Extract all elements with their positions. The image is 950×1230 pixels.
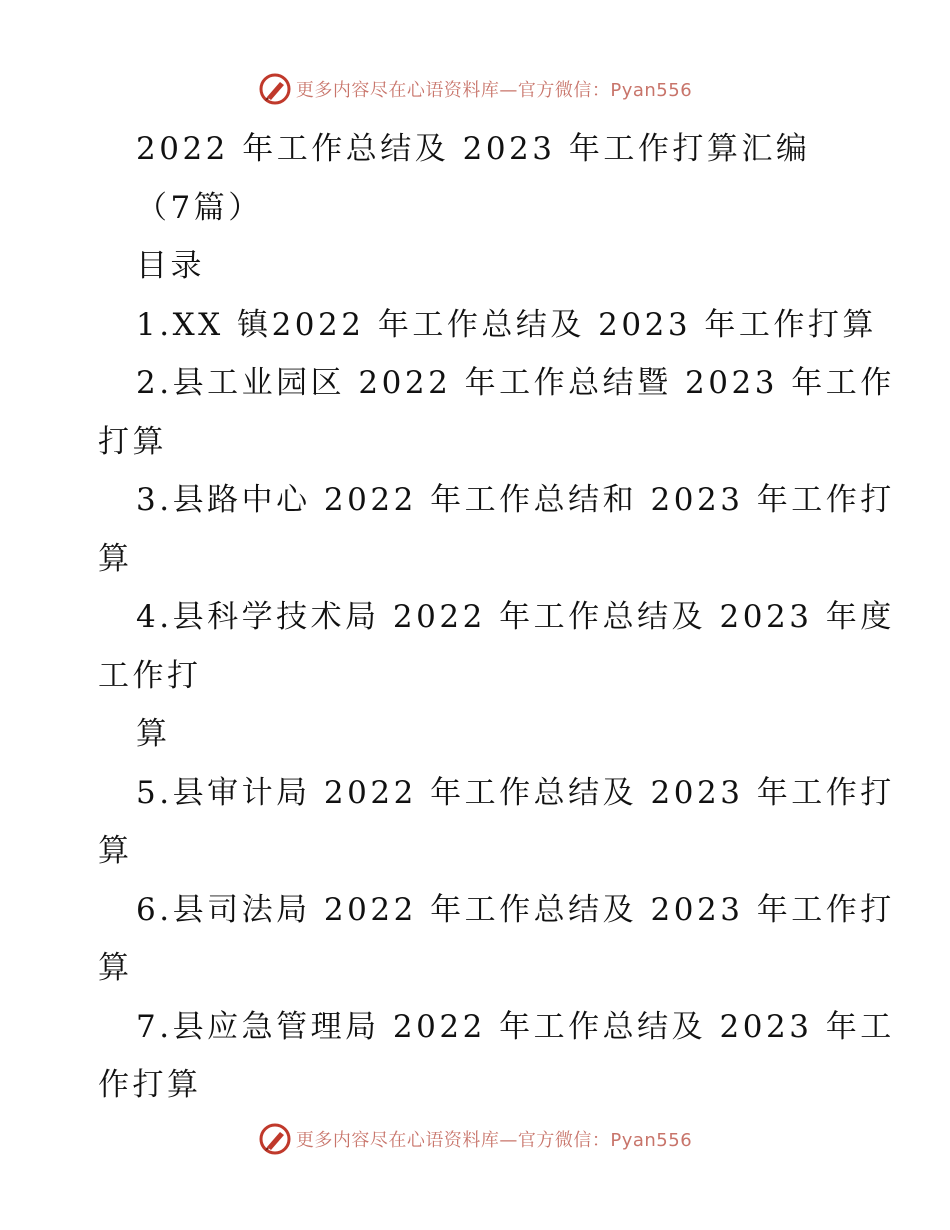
toc-item-5: 5.县审计局 2022 年工作总结及 2023 年工作打 <box>136 774 895 811</box>
toc-item-4: 4.县科学技术局 2022 年工作总结及 2023 年度 <box>136 599 895 635</box>
toc-item-4-cont-2: 算 <box>136 716 171 752</box>
toc-item-1: 1.XX 镇2022 年工作总结及 2023 年工作打算 <box>136 306 877 343</box>
watermark-text: 更多内容尽在心语资料库—官方微信：Pyan556 <box>295 80 693 101</box>
header-watermark <box>0 72 950 106</box>
toc-item-2: 2.县工业园区 2022 年工作总结暨 2023 年工作 <box>136 365 895 401</box>
toc-item-3: 3.县路中心 2022 年工作总结和 2023 年工作打 <box>136 482 895 518</box>
toc-item-7: 7.县应急管理局 2022 年工作总结及 2023 年工 <box>136 1008 895 1045</box>
toc-item-3-cont: 算 <box>98 540 133 577</box>
toc-item-5-cont: 算 <box>98 833 133 869</box>
doc-title-line-2: （7篇） <box>136 189 263 226</box>
toc-item-2-cont: 打算 <box>98 423 167 460</box>
pen-logo-icon <box>258 72 292 106</box>
watermark-text: 更多内容尽在心语资料库—官方微信：Pyan556 <box>295 1130 693 1151</box>
toc-item-6: 6.县司法局 2022 年工作总结及 2023 年工作打 <box>136 891 895 928</box>
toc-item-6-cont: 算 <box>98 950 133 986</box>
pen-logo-icon <box>258 1122 292 1156</box>
doc-title-line-1: 2022 年工作总结及 2023 年工作打算汇编 <box>136 131 811 167</box>
toc-item-7-cont: 作打算 <box>98 1067 202 1103</box>
toc-item-4-cont: 工作打 <box>98 657 202 694</box>
toc-heading: 目录 <box>136 248 205 284</box>
document-body <box>98 120 895 1115</box>
footer-watermark <box>0 1122 950 1156</box>
